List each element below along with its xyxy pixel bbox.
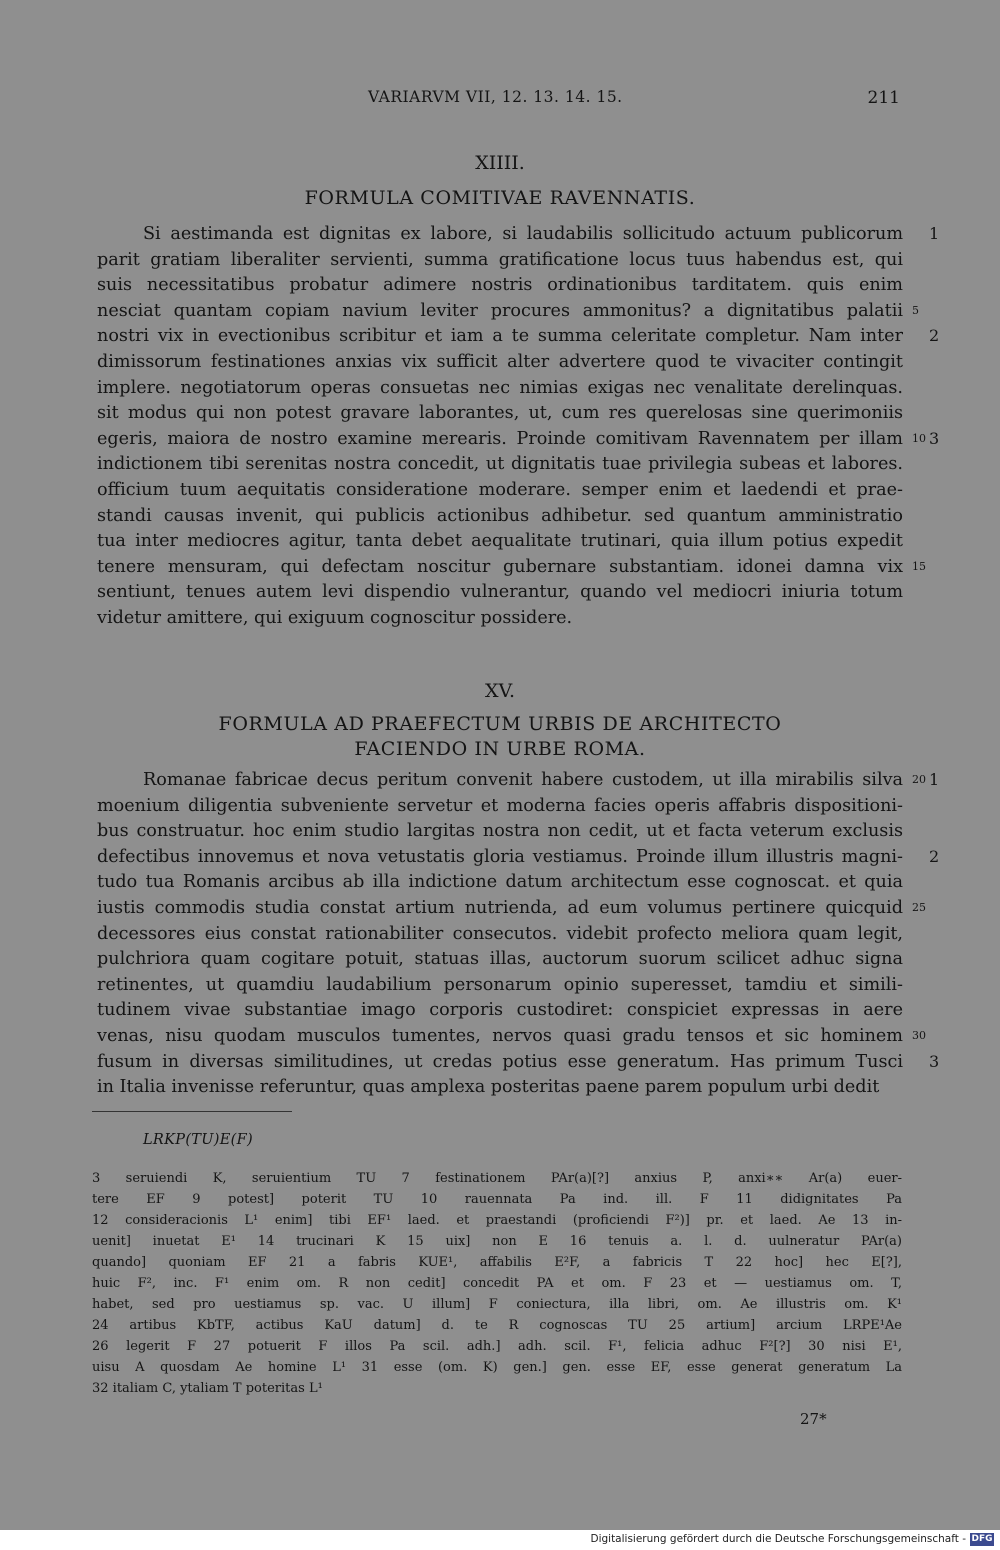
apparatus-line: 24 artibus KbTF, actibus KaU datum] d. te R cognoscas TU 25 artium] arcium LRPE¹Ae <box>92 1318 902 1333</box>
text-line: Si aestimanda est dignitas ex labore, si laudabilis sollicitudo actuum publicorum <box>143 224 903 244</box>
text-line: standi causas invenit, qui publicis actionibus adhibetur. sed quantum amministratio <box>97 505 903 526</box>
section-14-title: FORMULA COMITIVAE RAVENNATIS. <box>304 187 696 209</box>
text-line: nesciat quantam copiam navium leviter procures ammonitus? a dignitatibus palatii <box>97 300 903 321</box>
apparatus-line: tere EF 9 potest] poterit TU 10 rauennata Pa ind. ill. F 11 didignitates Pa <box>92 1192 902 1207</box>
dfg-logo: DFG <box>971 1534 993 1544</box>
apparatus-line: 32 italiam C, ytaliam T poteritas L¹ <box>92 1381 323 1396</box>
section-14-text <box>97 222 903 632</box>
line-number: 10 <box>912 431 926 445</box>
section-14-number: XIIII. <box>475 152 525 174</box>
text-line: decessores eius constat rationabiliter consecutos. videbit profecto meliora quam legit, <box>97 923 903 944</box>
text-line: sentiunt, tenues autem levi dispendio vulnerantur, quando vel mediocri iniuria totum <box>97 582 903 603</box>
text-line: suis necessitatibus probatur adimere nostris ordinationibus tarditatem. quis enim <box>97 275 903 296</box>
line-number: 25 <box>912 901 926 914</box>
text-line: indictionem tibi serenitas nostra concedit, ut dignitatis tuae privilegia subeas et labores. <box>97 454 903 475</box>
text-line: iustis commodis studia constat artium nutrienda, ad eum volumus pertinere quicquid <box>97 897 903 918</box>
paragraph-number: 3 <box>929 428 940 448</box>
paragraph-number: 3 <box>929 1051 940 1071</box>
signature-mark: 27* <box>800 1410 827 1428</box>
text-line: implere. negotiatorum operas consuetas nec nimias exigas nec venalitate derelinquas. <box>97 377 903 398</box>
page-number: 211 <box>867 88 900 108</box>
section-15-title-line2: FACIENDO IN URBE ROMA. <box>354 738 646 760</box>
section-15-text <box>97 768 903 1101</box>
text-line: tenere mensuram, qui defectam noscitur gubernare substantiam. idonei damna vix <box>97 556 903 577</box>
line-number: 15 <box>912 559 926 573</box>
text-line: moenium diligentia subveniente servetur et moderna facies operis affabris dispositioni- <box>97 795 903 816</box>
text-line: tudinem vivae substantiae imago corporis custodiret: conspiciet expressas in aere <box>97 1000 903 1021</box>
apparatus-line: 26 legerit F 27 potuerit F illos Pa scil. adh.] adh. scil. F¹, felicia adhuc F²[?] 30 nisi E¹, <box>92 1339 902 1354</box>
paragraph-number: 2 <box>929 846 940 866</box>
critical-apparatus <box>92 1168 902 1399</box>
apparatus-line: uisu A quosdam Ae homine L¹ 31 esse (om. K) gen.] gen. esse EF, esse generat generatum La <box>92 1360 902 1375</box>
section-15-title-line1: FORMULA AD PRAEFECTUM URBIS DE ARCHITECTO <box>218 713 782 735</box>
text-line: venas, nisu quodam musculos tumentes, nervos quasi gradu tensos et sic hominem <box>97 1025 903 1046</box>
running-head <box>0 88 1000 110</box>
running-head-title: VARIARVM VII, 12. 13. 14. 15. <box>368 88 623 106</box>
text-line: dimissorum festinationes anxias vix sufficit alter advertere quod te vivaciter contingit <box>97 351 903 372</box>
text-line: defectibus innovemus et nova vetustatis gloria vestiamus. Proinde illum illustris magni- <box>97 846 903 867</box>
text-line: tua inter mediocres agitur, tanta debet aequalitate trutinari, quia illum potius expedit <box>97 531 903 552</box>
text-line: nostri vix in evectionibus scribitur et iam a te summa celeritate completur. Nam inter <box>97 326 903 347</box>
text-line: videtur amittere, qui exiguum cognoscitur possidere. <box>97 607 573 628</box>
text-line: Romanae fabricae decus peritum convenit habere custodem, ut illa mirabilis silva <box>143 770 903 790</box>
apparatus-line: quando] quoniam EF 21 a fabris KUE¹, affabilis E²F, a fabricis T 22 hoc] hec E[?], <box>92 1255 902 1270</box>
line-number: 30 <box>912 1029 926 1042</box>
apparatus-line: 3 seruiendi K, seruientium TU 7 festinationem PAr(a)[?] anxius P, anxi∗∗ Ar(a) euer- <box>92 1171 902 1186</box>
paragraph-number: 1 <box>929 770 940 789</box>
apparatus-line: huic F², inc. F¹ enim om. R non cedit] concedit PA et om. F 23 et — uestiamus om. T, <box>92 1276 902 1291</box>
line-number: 5 <box>912 303 919 317</box>
line-number: 20 <box>912 773 926 786</box>
text-line: retinentes, ut quamdiu laudabilium personarum opinio superesset, tamdiu et simili- <box>97 974 903 995</box>
footer-credit: Digitalisierung gefördert durch die Deutsche Forschungsgemeinschaft - <box>590 1533 966 1545</box>
apparatus-line: 12 consideracionis L¹ enim] tibi EF¹ laed. et praestandi (proficiendi F²)] pr. et laed. Ae 13 in- <box>92 1213 902 1228</box>
manuscript-sigla: LRKP(TU)E(F) <box>143 1132 253 1148</box>
text-line: fusum in diversas similitudines, ut credas potius esse generatum. Has primum Tusci <box>97 1051 903 1072</box>
text-line: egeris, maiora de nostro examine merearis. Proinde comitivam Ravennatem per illam <box>97 428 903 449</box>
paragraph-number: 1 <box>929 224 940 243</box>
footnote-separator <box>92 1111 292 1112</box>
text-line: tudo tua Romanis arcibus ab illa indictione datum architectum esse cognoscat. et quia <box>97 872 903 893</box>
text-line: bus construatur. hoc enim studio largitas nostra non cedit, ut et facta veterum exclusis <box>97 821 903 842</box>
paragraph-number: 2 <box>929 326 940 346</box>
text-line: in Italia invenisse referuntur, quas amplexa posteritas paene parem populum urbi dedit <box>97 1077 880 1098</box>
section-15-number: XV. <box>485 680 515 702</box>
digitization-footer <box>0 1530 1000 1550</box>
text-line: officium tuum aequitatis consideratione moderare. semper enim et laedendi et prae- <box>97 479 903 500</box>
apparatus-line: habet, sed pro uestiamus sp. vac. U illum] F coniectura, illa libri, om. Ae illustris om. K¹ <box>92 1297 902 1312</box>
apparatus-line: uenit] inuetat E¹ 14 trucinari K 15 uix] non E 16 tenuis a. l. d. uulneratur PAr(a) <box>92 1234 902 1249</box>
text-line: pulchriora quam cogitare potuit, statuas illas, auctorum suorum scilicet adhuc signa <box>97 949 903 970</box>
text-line: sit modus qui non potest gravare laborantes, ut, cum res querelosas sine querimoniis <box>97 403 903 424</box>
text-line: parit gratiam liberaliter servienti, summa gratificatione locus tuus habendus est, qui <box>97 249 903 270</box>
